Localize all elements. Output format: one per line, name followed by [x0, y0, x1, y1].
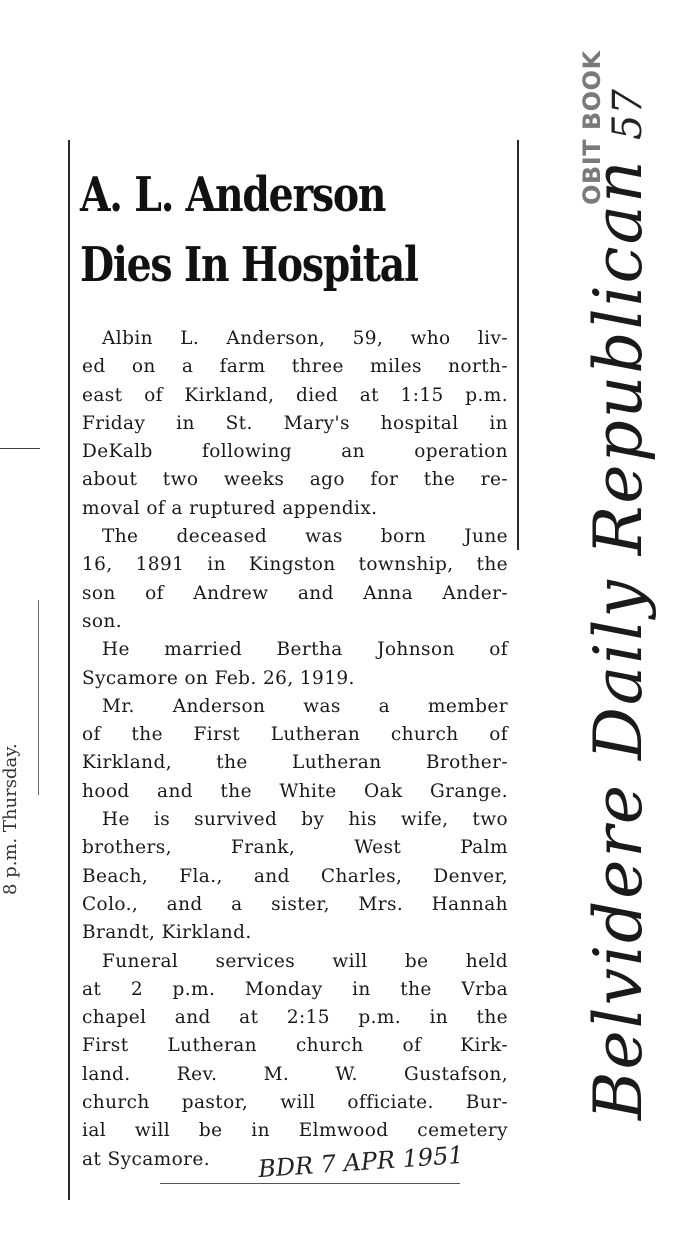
- article-line: moval of a ruptured appendix.: [82, 497, 378, 519]
- article-line: hood and the White Oak Grange.: [82, 780, 508, 802]
- article-line: First Lutheran church of Kirk-: [82, 1035, 508, 1057]
- article-line: 16, 1891 in Kingston township, the: [82, 554, 508, 576]
- article-line: Friday in St. Mary's hospital in: [82, 412, 508, 434]
- adjacent-column-rule-vertical: [38, 600, 39, 795]
- article-line: of the First Lutheran church of: [82, 724, 508, 746]
- article-line: son.: [82, 610, 123, 632]
- article-line: Kirkland, the Lutheran Brother-: [82, 752, 508, 774]
- article-line: ial will be in Elmwood cemetery: [82, 1120, 508, 1142]
- clipping-bottom-rule: [160, 1183, 460, 1184]
- article-line: Beach, Fla., and Charles, Denver,: [82, 865, 508, 887]
- article-line: Mr. Anderson was a member: [102, 695, 508, 717]
- article-line: The deceased was born June: [102, 526, 508, 548]
- obit-book-stamp: OBIT BOOK: [578, 50, 606, 205]
- article-line: church pastor, will officiate. Bur-: [82, 1092, 508, 1114]
- headline: [80, 160, 441, 300]
- article-line: Funeral services will be held: [102, 950, 508, 972]
- article-line: He is survived by his wife, two: [102, 809, 508, 831]
- adjacent-column-text: 8 p.m. Thursday.: [0, 743, 21, 895]
- article-line: Brandt, Kirkland.: [82, 922, 252, 944]
- article-line: DeKalb following an operation: [82, 441, 508, 463]
- adjacent-column-rule: [0, 448, 40, 449]
- article-line: east of Kirkland, died at 1:15 p.m.: [82, 384, 508, 406]
- article-line: He married Bertha Johnson of: [102, 639, 508, 661]
- article-line: ed on a farm three miles north-: [82, 356, 508, 378]
- article-line: Sycamore on Feb. 26, 1919.: [82, 667, 355, 689]
- handwritten-page-number: 57: [605, 89, 651, 140]
- article-line: brothers, Frank, West Palm: [82, 837, 508, 859]
- handwritten-publication-name: Belvidere Daily Republican: [580, 158, 657, 1120]
- article-line: son of Andrew and Anna Ander-: [82, 582, 508, 604]
- clipping-left-border: [68, 140, 70, 1200]
- article-line: Albin L. Anderson, 59, who liv-: [102, 328, 508, 349]
- article-line: chapel and at 2:15 p.m. in the: [82, 1007, 508, 1029]
- article-body: [82, 325, 508, 1174]
- handwritten-date-note: BDR 7 APR 1951: [257, 1140, 465, 1184]
- headline-line-2: Dies In Hospital: [80, 237, 418, 293]
- article-line: Colo., and a sister, Mrs. Hannah: [82, 893, 508, 915]
- headline-line-1: A. L. Anderson: [80, 167, 386, 223]
- article-line: about two weeks ago for the re-: [82, 469, 508, 491]
- article-line: at 2 p.m. Monday in the Vrba: [82, 978, 508, 1000]
- clipping-right-border: [517, 140, 519, 550]
- article-line: at Sycamore.: [82, 1148, 211, 1170]
- article-line: land. Rev. M. W. Gustafson,: [82, 1063, 508, 1085]
